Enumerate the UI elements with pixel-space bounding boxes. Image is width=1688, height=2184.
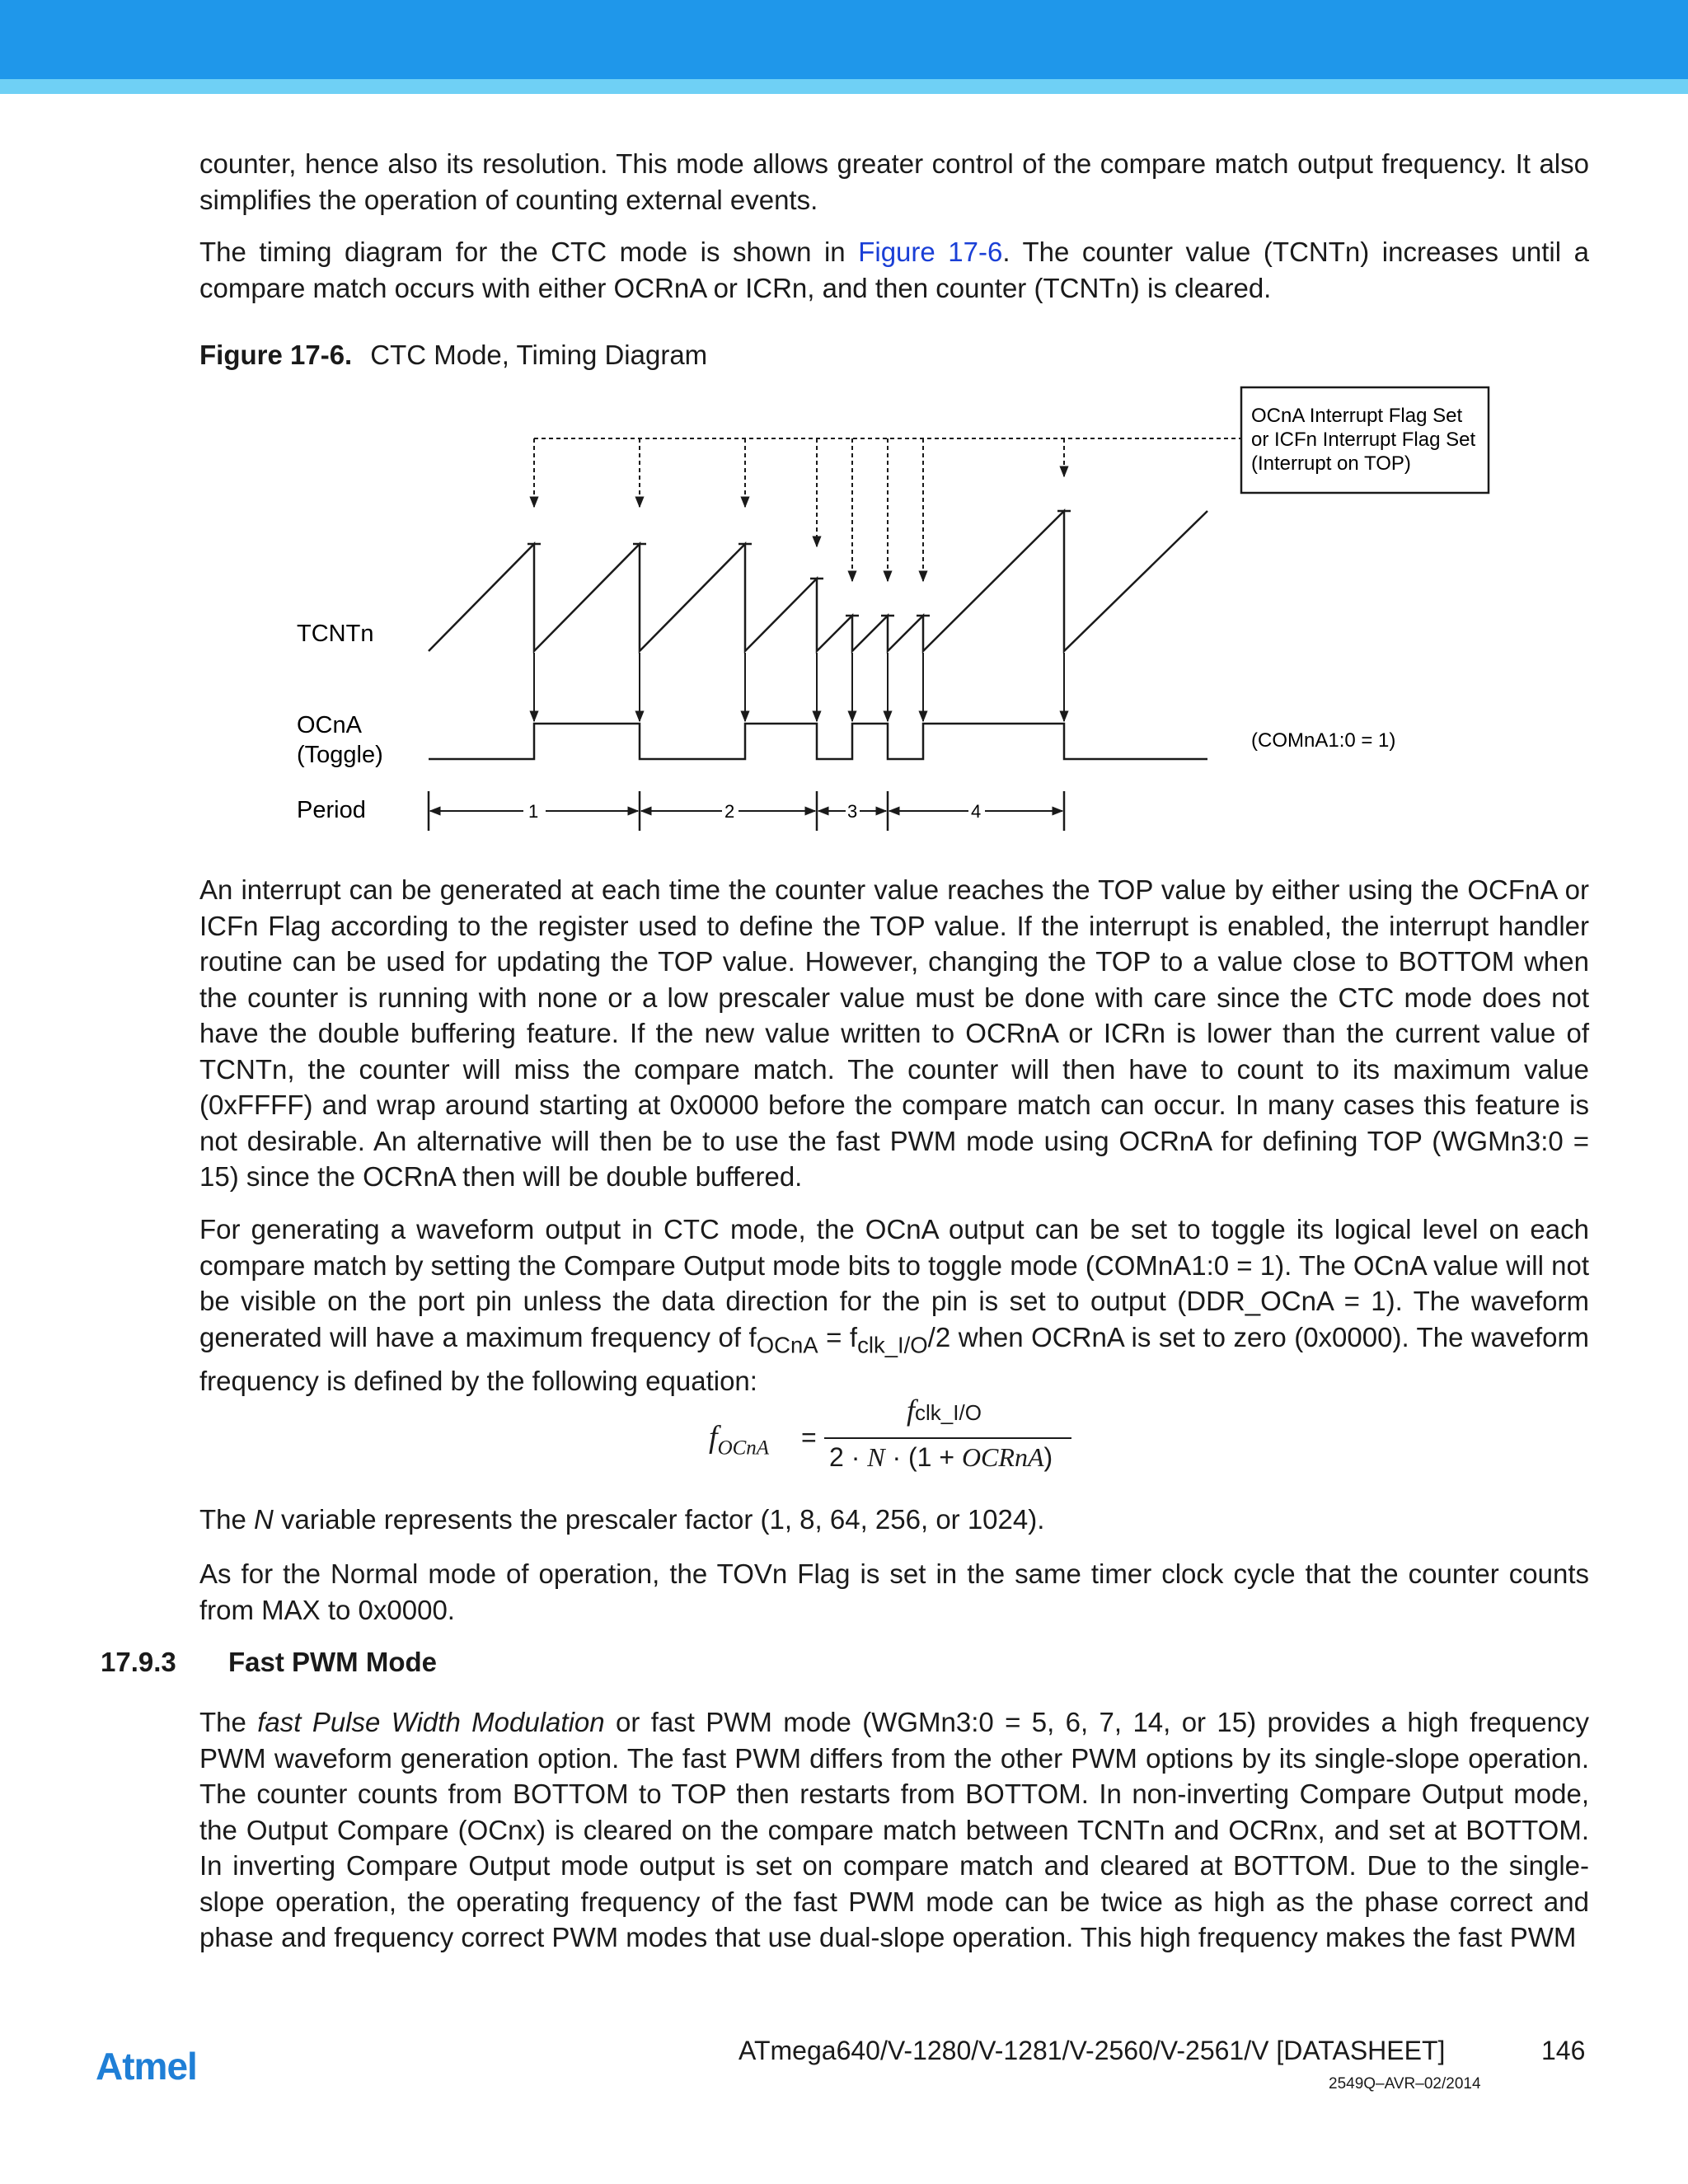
- equation-lhs-f: f: [709, 1420, 718, 1455]
- fast-pwm-emphasis: fast Pulse Width Modulation: [257, 1707, 605, 1737]
- paragraph-waveform-b: = f: [818, 1321, 858, 1352]
- page-number: 146: [1541, 2036, 1586, 2065]
- header-strip: [0, 79, 1688, 94]
- ocna-toggle-label: (Toggle): [297, 742, 383, 768]
- equation-den-n: N: [867, 1442, 885, 1472]
- interrupt-box-line-2: or ICFn Interrupt Flag Set: [1251, 429, 1476, 451]
- period-4-value: 4: [971, 801, 982, 822]
- equation-numerator: [907, 1393, 982, 1427]
- paragraph-interrupt: An interrupt can be generated at each time the counter value reaches the TOP value by either using the OCFnA or ICFn Flag according to the register used to define the TOP value. If the interrupt is enabled, the interrupt handler routine can be used for updating the TOP value. However, changing the TOP to a value close to BOTTOM when the counter is running with none or a low prescaler value must be done with care since the CTC mode does not have the double buffering feature. If the new value written to OCRnA or ICRn is lower than the current value of TCNTn, the counter will miss the compare match. The counter will then have to count to its maximum value (0xFFFF) and wrap around starting at 0x0000 before the compare match can occur. In many cases this feature is not desirable. An alternative will then be to use the fast PWM mode using OCRnA for defining TOP (WGMn3:0 = 15) since the OCRnA then will be double buffered.: [199, 874, 1589, 1192]
- period-1-value: 1: [528, 801, 539, 822]
- atmel-logo: Atmel: [96, 2045, 197, 2088]
- document-id: 2549Q–AVR–02/2014: [1329, 2075, 1481, 2093]
- equation-equals: =: [801, 1422, 817, 1452]
- top-ticks: [528, 511, 1071, 616]
- equation-denominator: [829, 1442, 1053, 1473]
- comn-note: (COMnA1:0 = 1): [1251, 729, 1396, 752]
- paragraph-prescaler-a: The: [199, 1504, 255, 1535]
- ocna-waveform: [429, 724, 1207, 759]
- section-title: Fast PWM Mode: [228, 1647, 437, 1677]
- equation-num-sub: clk_I/O: [915, 1400, 982, 1425]
- period-2-value: 2: [724, 801, 735, 822]
- equation-fraction-bar: [824, 1437, 1071, 1439]
- equation-den-dot: ·: [843, 1442, 868, 1472]
- paragraph-prescaler-b: variable represents the prescaler factor (1, 8, 64, 256, or 1024).: [273, 1504, 1045, 1535]
- frequency-equation: [709, 1393, 1071, 1475]
- sub-clk: clk_I/O: [857, 1332, 928, 1358]
- prescaler-variable: N: [254, 1504, 274, 1535]
- equation-lhs-sub: OCnA: [717, 1436, 770, 1460]
- paragraph-timing-a: The timing diagram for the CTC mode is shown in: [199, 237, 859, 267]
- equation-lhs: [709, 1419, 769, 1460]
- sub-ocna: OCnA: [756, 1332, 818, 1358]
- tcnt-waveform: [429, 511, 1207, 651]
- header-bar: [0, 0, 1688, 79]
- paragraph-fast-pwm: [199, 1704, 1589, 1956]
- interrupt-box-line-3: (Interrupt on TOP): [1251, 452, 1411, 475]
- paragraph-intro: counter, hence also its resolution. This mode allows greater control of the compare match output frequency. It also simplifies the operation of counting external events.: [199, 148, 1589, 215]
- figure-link[interactable]: Figure 17-6: [858, 237, 1003, 267]
- paragraph-prescaler: [199, 1502, 1589, 1538]
- tcnt-label: TCNTn: [297, 621, 374, 647]
- equation-den-close: ): [1043, 1442, 1053, 1472]
- paragraph-waveform-a: For generating a waveform output in CTC mode, the OCnA output can be set to toggle its logical level on each compare match by setting the Compare Output mode bits to toggle mode (COMnA1:0 = 1). The OCnA value will not be visible on the port pin unless the data direction for the pin is set to output (DDR_OCnA = 1). The waveform generated will have a maximum frequency of f: [199, 1214, 1589, 1352]
- footer-title: ATmega640/V-1280/V-1281/V-2560/V-2561/V [DATASHEET]: [738, 2036, 1446, 2065]
- paragraph-timing-b: . The counter value (TCNTn) increases until a compare match occurs with either OCRnA or ICRn, and then counter (TCNTn) is cleared.: [199, 237, 1589, 303]
- figure-caption: [199, 340, 707, 371]
- ctc-timing-diagram: [280, 379, 1500, 841]
- figure-title: CTC Mode, Timing Diagram: [370, 340, 708, 370]
- equation-den-ocr: OCRnA: [961, 1442, 1044, 1472]
- paragraph-fast-pwm-b: or fast PWM mode (WGMn3:0 = 5, 6, 7, 14, or 15) provides a high frequency PWM waveform generation option. The fast PWM differs from the other PWM options by its single-slope operation. The counter counts from BOTTOM to TOP then restarts from BOTTOM. In non-inverting Compare Output mode, the Output Compare (OCnx) is cleared on the compare match between TCNTn and OCRnx, and set at BOTTOM. In inverting Compare Output mode output is set on compare match and cleared at BOTTOM. Due to the single-slope operation, the operating frequency of the fast PWM mode can be twice as high as the phase correct and phase and frequency correct PWM modes that use dual-slope operation. This high frequency makes the fast PWM: [199, 1707, 1590, 1952]
- section-heading: [101, 1647, 437, 1678]
- paragraph-waveform: [199, 1212, 1589, 1399]
- paragraph-waveform-c: /2 when OCRnA is set to zero (0x0000). The waveform frequency is defined by the following equation:: [199, 1321, 1589, 1396]
- interrupt-box-line-1: OCnA Interrupt Flag Set: [1251, 405, 1463, 427]
- paragraph-fast-pwm-a: The: [199, 1707, 258, 1737]
- ocna-label: OCnA: [297, 712, 362, 738]
- equation-num-f: f: [907, 1394, 916, 1427]
- section-number: 17.9.3: [101, 1647, 176, 1677]
- equation-den-open: · (1 +: [884, 1442, 962, 1472]
- period-label: Period: [297, 797, 366, 823]
- equation-den-2: 2: [829, 1442, 844, 1472]
- figure-label: Figure 17-6.: [199, 340, 353, 370]
- paragraph-tovn: As for the Normal mode of operation, the TOVn Flag is set in the same timer clock cycle that the counter counts from MAX to 0x0000.: [199, 1558, 1589, 1625]
- paragraph-timing: [199, 234, 1589, 306]
- period-3-value: 3: [847, 801, 858, 822]
